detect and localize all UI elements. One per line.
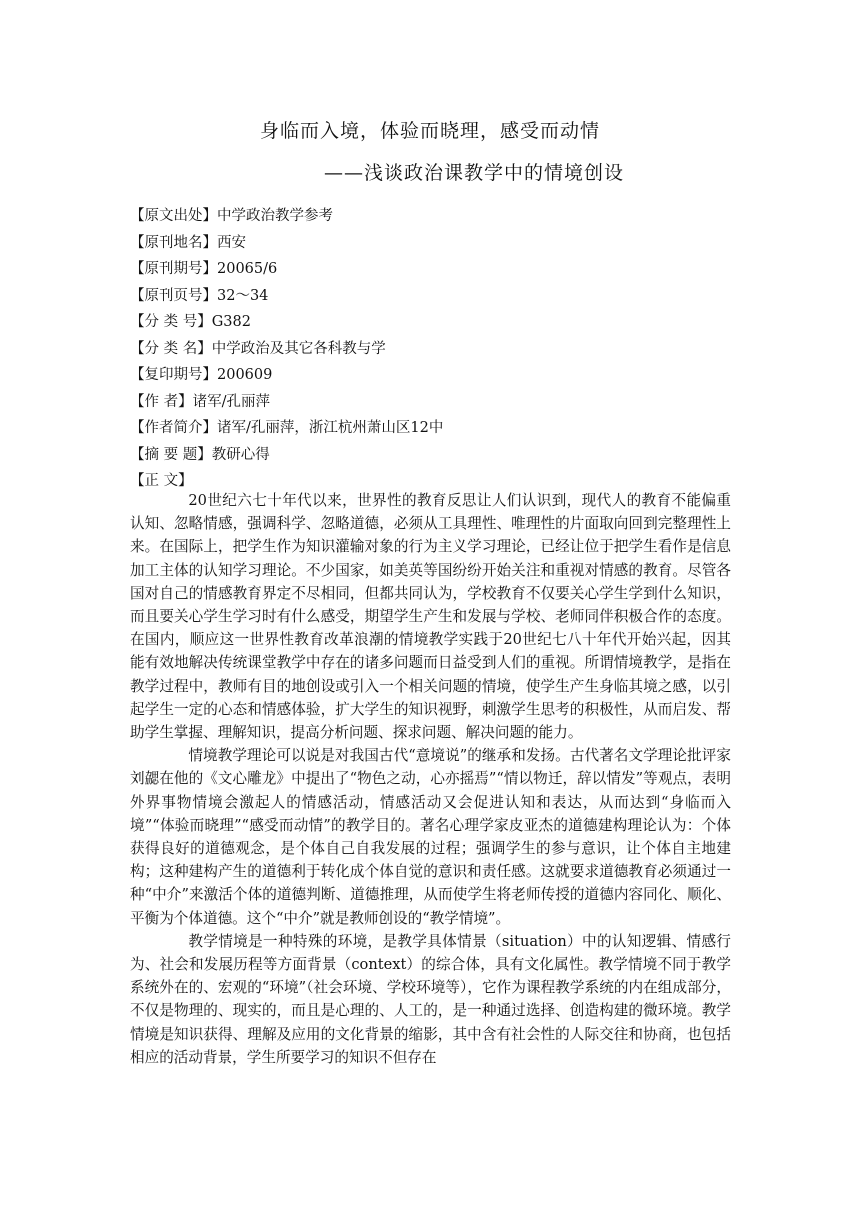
meta-author-bio: 【作者简介】诸军/孔丽萍，浙江杭州萧山区12中 — [130, 420, 444, 436]
meta-class-name: 【分 类 名】中学政治及其它各科教与学 — [130, 340, 386, 357]
meta-issue: 【原刊期号】20065/6 — [130, 261, 278, 277]
meta-reprint-issue: 【复印期号】200609 — [130, 367, 273, 383]
body-paragraph: 教学情境是一种特殊的环境，是教学具体情景（situation）中的认知逻辑、情感行为、社会和发展历程等方面背景（context）的综合体，具有文化属性。教学情境不同于教学系统外在的、宏观的“环境”（社会环境、学校环境等），它作为课程教学系统的内在组成部分，不仅是物理的、现实的，而且是心理的、人工的，是一种通过选择、创造构建的微环境。教学情境是知识获得、理解及应用的文化背景的缩影，其中含有社会性的人际交往和协商，也包括相应的活动背景，学生所要学习的知识不但存在 — [130, 932, 731, 1066]
article-subtitle: ——浅谈政治课教学中的情境创设 — [323, 162, 624, 184]
meta-place: 【原刊地名】西安 — [130, 234, 246, 251]
body-paragraph: 20世纪六七十年代以来，世界性的教育反思让人们认识到，现代人的教育不能偏重认知、忽略情感，强调科学、忽略道德，必须从工具理性、唯理性的片面取向回到完整理性上来。在国际上，把学生作为知识灌输对象的行为主义学习理论，已经让位于把学生看作是信息加工主体的认知学习理论。不少国家，如美英等国纷纷开始关注和重视对情感的教育。尽管各国对自己的情感教育界定不尽相同，但都共同认为，学校教育不仅要关心学生学到什么知识，而且要关心学生学习时有什么感受，期望学生产生和发展与学校、老师同伴积极合作的态度。在国内，顺应这一世界性教育改革浪潮的情境教学实践于20世纪七八十年代开始兴起，因其能有效地解决传统课堂教学中存在的诸多问题而日益受到人们的重视。所谓情境教学，是指在教学过程中，教师有目的地创设或引入一个相关问题的情境，使学生产生身临其境之感，以引起学生一定的心态和情感体验，扩大学生的知识视野，刺激学生思考的积极性，从而启发、帮助学生掌握、理解知识，提高分析问题、探求问题、解决问题的能力。 — [130, 492, 731, 742]
meta-class-code: 【分 类 号】G382 — [130, 314, 251, 330]
article-title: 身临而入境，体验而晓理，感受而动情 — [259, 120, 600, 142]
meta-author: 【作 者】诸军/孔丽萍 — [130, 393, 270, 410]
metadata-list — [130, 203, 730, 495]
meta-source: 【原文出处】中学政治教学参考 — [130, 208, 333, 224]
body-paragraph: 情境教学理论可以说是对我国古代“意境说”的继承和发扬。古代著名文学理论批评家刘勰在他的《文心雕龙》中提出了“物色之动，心亦摇焉”“情以物迁，辞以情发”等观点，表明外界事物情境会激起人的情感活动，情感活动又会促进认知和表达，从而达到“身临而入境”“体验而晓理”“感受而动情”的教学目的。著名心理学家皮亚杰的道德建构理论认为：个体获得良好的道德观念，是个体自己自我发展的过程；强调学生的参与意识，让个体自主地建构；这种建构产生的道德利于转化成个体自觉的意识和责任感。这就要求道德教育必须通过一种“中介”来激活个体的道德判断、道德推理，从而使学生将老师传授的道德内容同化、顺化、平衡为个体道德。这个“中介”就是教师创设的“教学情境”。 — [130, 747, 731, 927]
meta-body-label: 【正 文】 — [130, 473, 193, 489]
meta-pages: 【原刊页号】32～34 — [130, 287, 269, 304]
meta-abstract-topic: 【摘 要 题】教研心得 — [130, 446, 270, 463]
article-body — [130, 489, 731, 1069]
